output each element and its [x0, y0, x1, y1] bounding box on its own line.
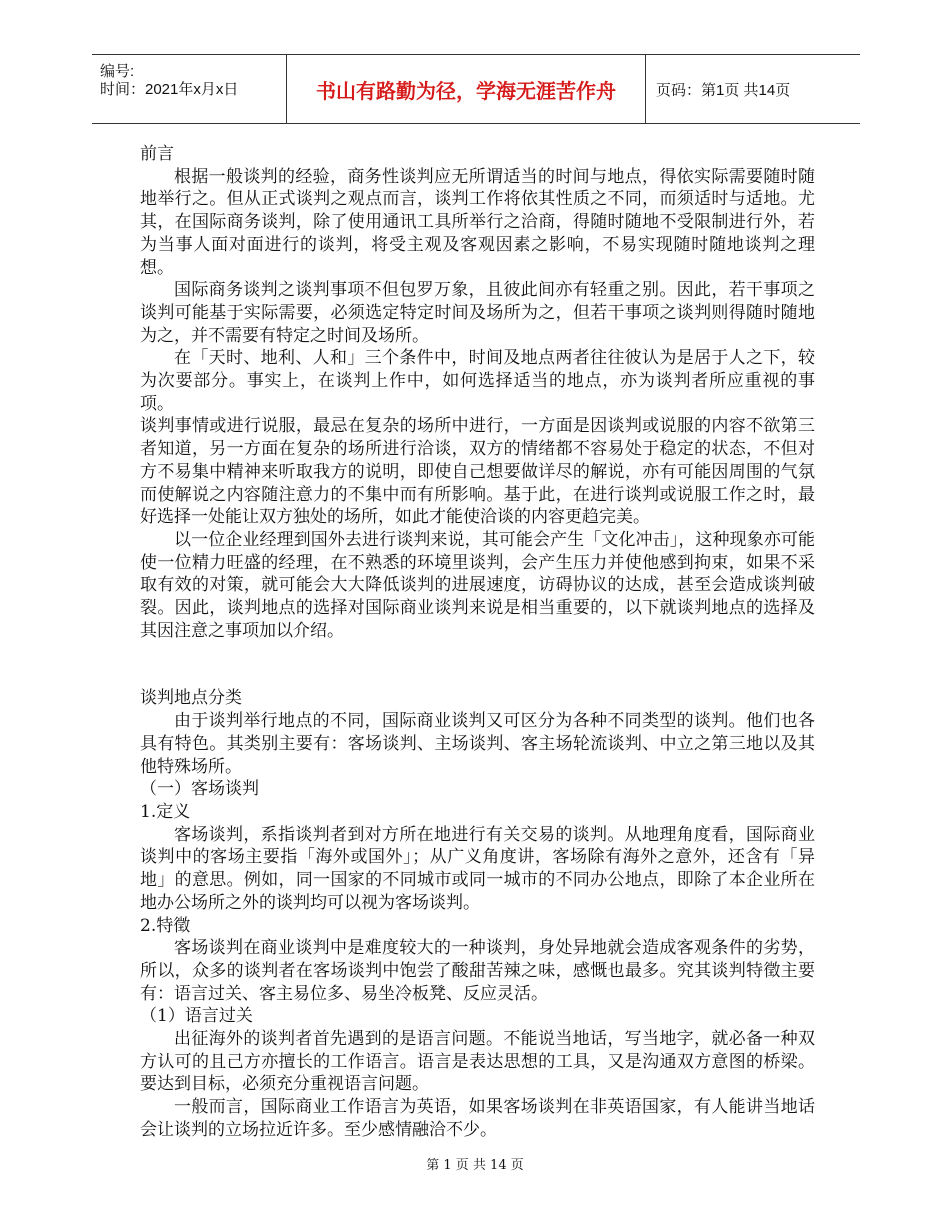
- paragraph: 以一位企业经理到国外去进行谈判来说，其可能会产生「文化冲击」，这种现象亦可能使一位精力旺盛的经理，在不熟悉的环境里谈判，会产生压力并使他感到拘束，如果不采取有效的对策，就可能会大大降低谈判的进展速度，访碍协议的达成，甚至会造成谈判破裂。因此，谈判地点的选择对国际商业谈判来说是相当重要的，以下就谈判地点的选择及其因注意之事项加以介绍。: [140, 529, 815, 641]
- paragraph: 由于谈判举行地点的不同，国际商业谈判又可区分为各种不同类型的谈判。他们也各具有特色。其类别主要有：客场谈判、主场谈判、客主场轮流谈判、中立之第三地以及其他特殊场所。: [140, 711, 815, 777]
- paragraph: 根据一般谈判的经验，商务性谈判应无所谓适当的时间与地点，得依实际需要随时随地举行之。但从正式谈判之观点而言，谈判工作将依其性质之不同，而须适时与适地。尤其，在国际商务谈判，除了使用通讯工具所举行之洽商，得随时随地不受限制进行外，若为当事人面对面进行的谈判，将受主观及客观因素之影响，不易实现随时随地谈判之理想。: [140, 166, 815, 278]
- paragraph: 1.定义: [140, 801, 191, 822]
- paragraph: 出征海外的谈判者首先遇到的是语言问题。不能说当地话，写当地字，就必备一种双方认可的且己方亦擅长的工作语言。语言是表达思想的工具，又是沟通双方意图的桥梁。要达到目标，必须充分重视语言问题。: [140, 1029, 815, 1095]
- paragraph: 客场谈判，系指谈判者到对方所在地进行有关交易的谈判。从地理角度看，国际商业谈判中的客场主要指「海外或国外」；从广义角度讲，客场除有海外之意外，还含有「异地」的意思。例如，同一国家的不同城市或同一城市的不同办公地点，即除了本企业所在地办公场所之外的谈判均可以视为客场谈判。: [140, 824, 815, 913]
- header-page-info: 页码：第1页 共14页: [656, 81, 791, 99]
- section-gap: [140, 642, 815, 687]
- number-label: 编号:: [100, 63, 135, 80]
- paragraph: 谈判事情或进行说服，最忌在复杂的场所中进行，一方面是因谈判或说服的内容不欲第三者知道，另一方面在复杂的场所进行洽谈，双方的情绪都不容易处于稳定的状态，不但对方不易集中精神来听取我方的说明，即使自己想要做详尽的解说，亦有可能因周围的气氛而使解说之内容随注意力的不集中而有所影响。基于此，在进行谈判或说服工作之时，最好选择一处能让双方独处的场所，如此才能使洽谈的内容更趋完美。: [140, 416, 815, 528]
- header-meta: [92, 55, 286, 123]
- page-footer: 第 1 页 共 14 页: [426, 1158, 524, 1173]
- paragraph: 客场谈判在商业谈判中是难度较大的一种谈判，身处异地就会造成客观条件的劣势，所以，众多的谈判者在客场谈判中饱尝了酸甜苦辣之味，感慨也最多。究其谈判特徵主要有：语言过关、客主易位多、易坐冷板凳、反应灵活。: [140, 938, 815, 1004]
- paragraph: 前言: [140, 144, 174, 164]
- paragraph: 在「天时、地利、人和」三个条件中，时间及地点两者往往彼认为是居于人之下，较为次要部分。事实上，在谈判上作中，如何选择适当的地点，亦为谈判者所应重视的事项。: [140, 348, 815, 414]
- header-motto: 书山有路勤为径，学海无涯苦作舟: [286, 55, 646, 123]
- paragraph: 2.特徵: [140, 915, 191, 936]
- document-body: [140, 143, 815, 1142]
- paragraph: 国际商务谈判之谈判事项不但包罗万象，且彼此间亦有轻重之别。因此，若干事项之谈判可能基于实际需要，必须选定特定时间及场所为之，但若干事项之谈判则得随时随地为之，并不需要有特定之时间及场所。: [140, 280, 815, 346]
- paragraph: （一）客场谈判: [140, 779, 259, 800]
- paragraph: 谈判地点分类: [140, 688, 242, 709]
- time-label: 时间：2021年x月x日: [100, 81, 239, 98]
- page-header: [92, 54, 860, 124]
- paragraph: （1）语言过关: [140, 1006, 253, 1027]
- paragraph: 一般而言，国际商业工作语言为英语，如果客场谈判在非英语国家，有人能讲当地话会让谈判的立场拉近许多。至少感情融洽不少。: [140, 1097, 815, 1140]
